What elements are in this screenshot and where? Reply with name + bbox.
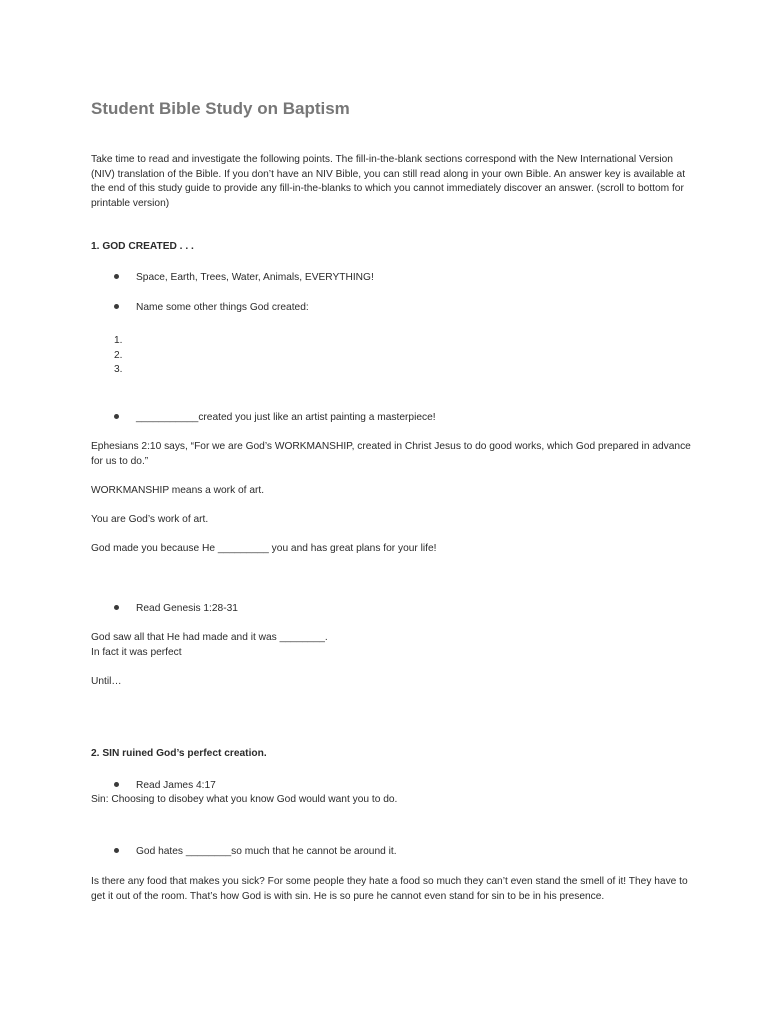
section-heading-sin: 2. SIN ruined God’s perfect creation.: [91, 748, 267, 759]
bullet-item: [114, 845, 397, 859]
bullet-text: Space, Earth, Trees, Water, Animals, EVERYTHING!: [136, 272, 374, 283]
bullet-text: Name some other things God created:: [136, 302, 309, 313]
bullet-item: [114, 411, 436, 425]
bullet-icon: [114, 782, 119, 787]
workmanship-paragraph: WORKMANSHIP means a work of art.: [91, 485, 265, 496]
bullet-item: [114, 779, 216, 793]
bullet-icon: [114, 274, 119, 279]
intro-paragraph: Take time to read and investigate the following points. The fill-in-the-blank sections correspond with the New International Version (NIV) translation of the Bible. If you don’t have an NIV Bible, you can still read along in your own Bible. An answer key is available at the end of this study guide to provide any fill-in-the-blanks to which you cannot immediately discover an answer. (scroll to bottom for printable version): [91, 154, 686, 209]
perfect-line: In fact it was perfect: [91, 647, 182, 658]
bullet-text: Read Genesis 1:28-31: [136, 603, 238, 614]
bullet-text: God hates ________so much that he cannot be around it.: [136, 846, 397, 857]
section-heading-god-created: 1. GOD CREATED . . .: [91, 241, 194, 252]
bullet-icon: [114, 304, 119, 309]
bullet-item: [114, 301, 309, 315]
list-item: 3.: [114, 364, 123, 375]
bullet-icon: [114, 848, 119, 853]
list-item: 1.: [114, 335, 123, 346]
bullet-text: ___________created you just like an artist painting a masterpiece!: [136, 412, 436, 423]
page-title: Student Bible Study on Baptism: [91, 99, 350, 118]
list-item: 2.: [114, 349, 123, 361]
bullet-icon: [114, 605, 119, 610]
bullet-icon: [114, 414, 119, 419]
until-paragraph: Until…: [91, 676, 122, 687]
bullet-item: [114, 602, 238, 616]
ephesians-paragraph: Ephesians 2:10 says, “For we are God’s WORKMANSHIP, created in Christ Jesus to do good works, which God prepared in advance for us to do.”: [91, 441, 691, 467]
bullet-text: Read James 4:17: [136, 780, 216, 791]
god-saw-paragraph: God saw all that He had made and it was ________.: [91, 632, 328, 643]
bullet-item: [114, 271, 374, 285]
numbered-list: [114, 334, 123, 378]
god-made-paragraph: God made you because He _________ you and has great plans for your life!: [91, 543, 437, 554]
sin-definition-paragraph: Sin: Choosing to disobey what you know God would want you to do.: [91, 794, 398, 805]
work-of-art-paragraph: You are God’s work of art.: [91, 514, 209, 525]
food-paragraph: Is there any food that makes you sick? For some people they hate a food so much they can’t even stand the smell of it! They have to get it out of the room. That’s how God is with sin. He is so pure he cannot even stand for sin to be in his presence.: [91, 876, 688, 902]
